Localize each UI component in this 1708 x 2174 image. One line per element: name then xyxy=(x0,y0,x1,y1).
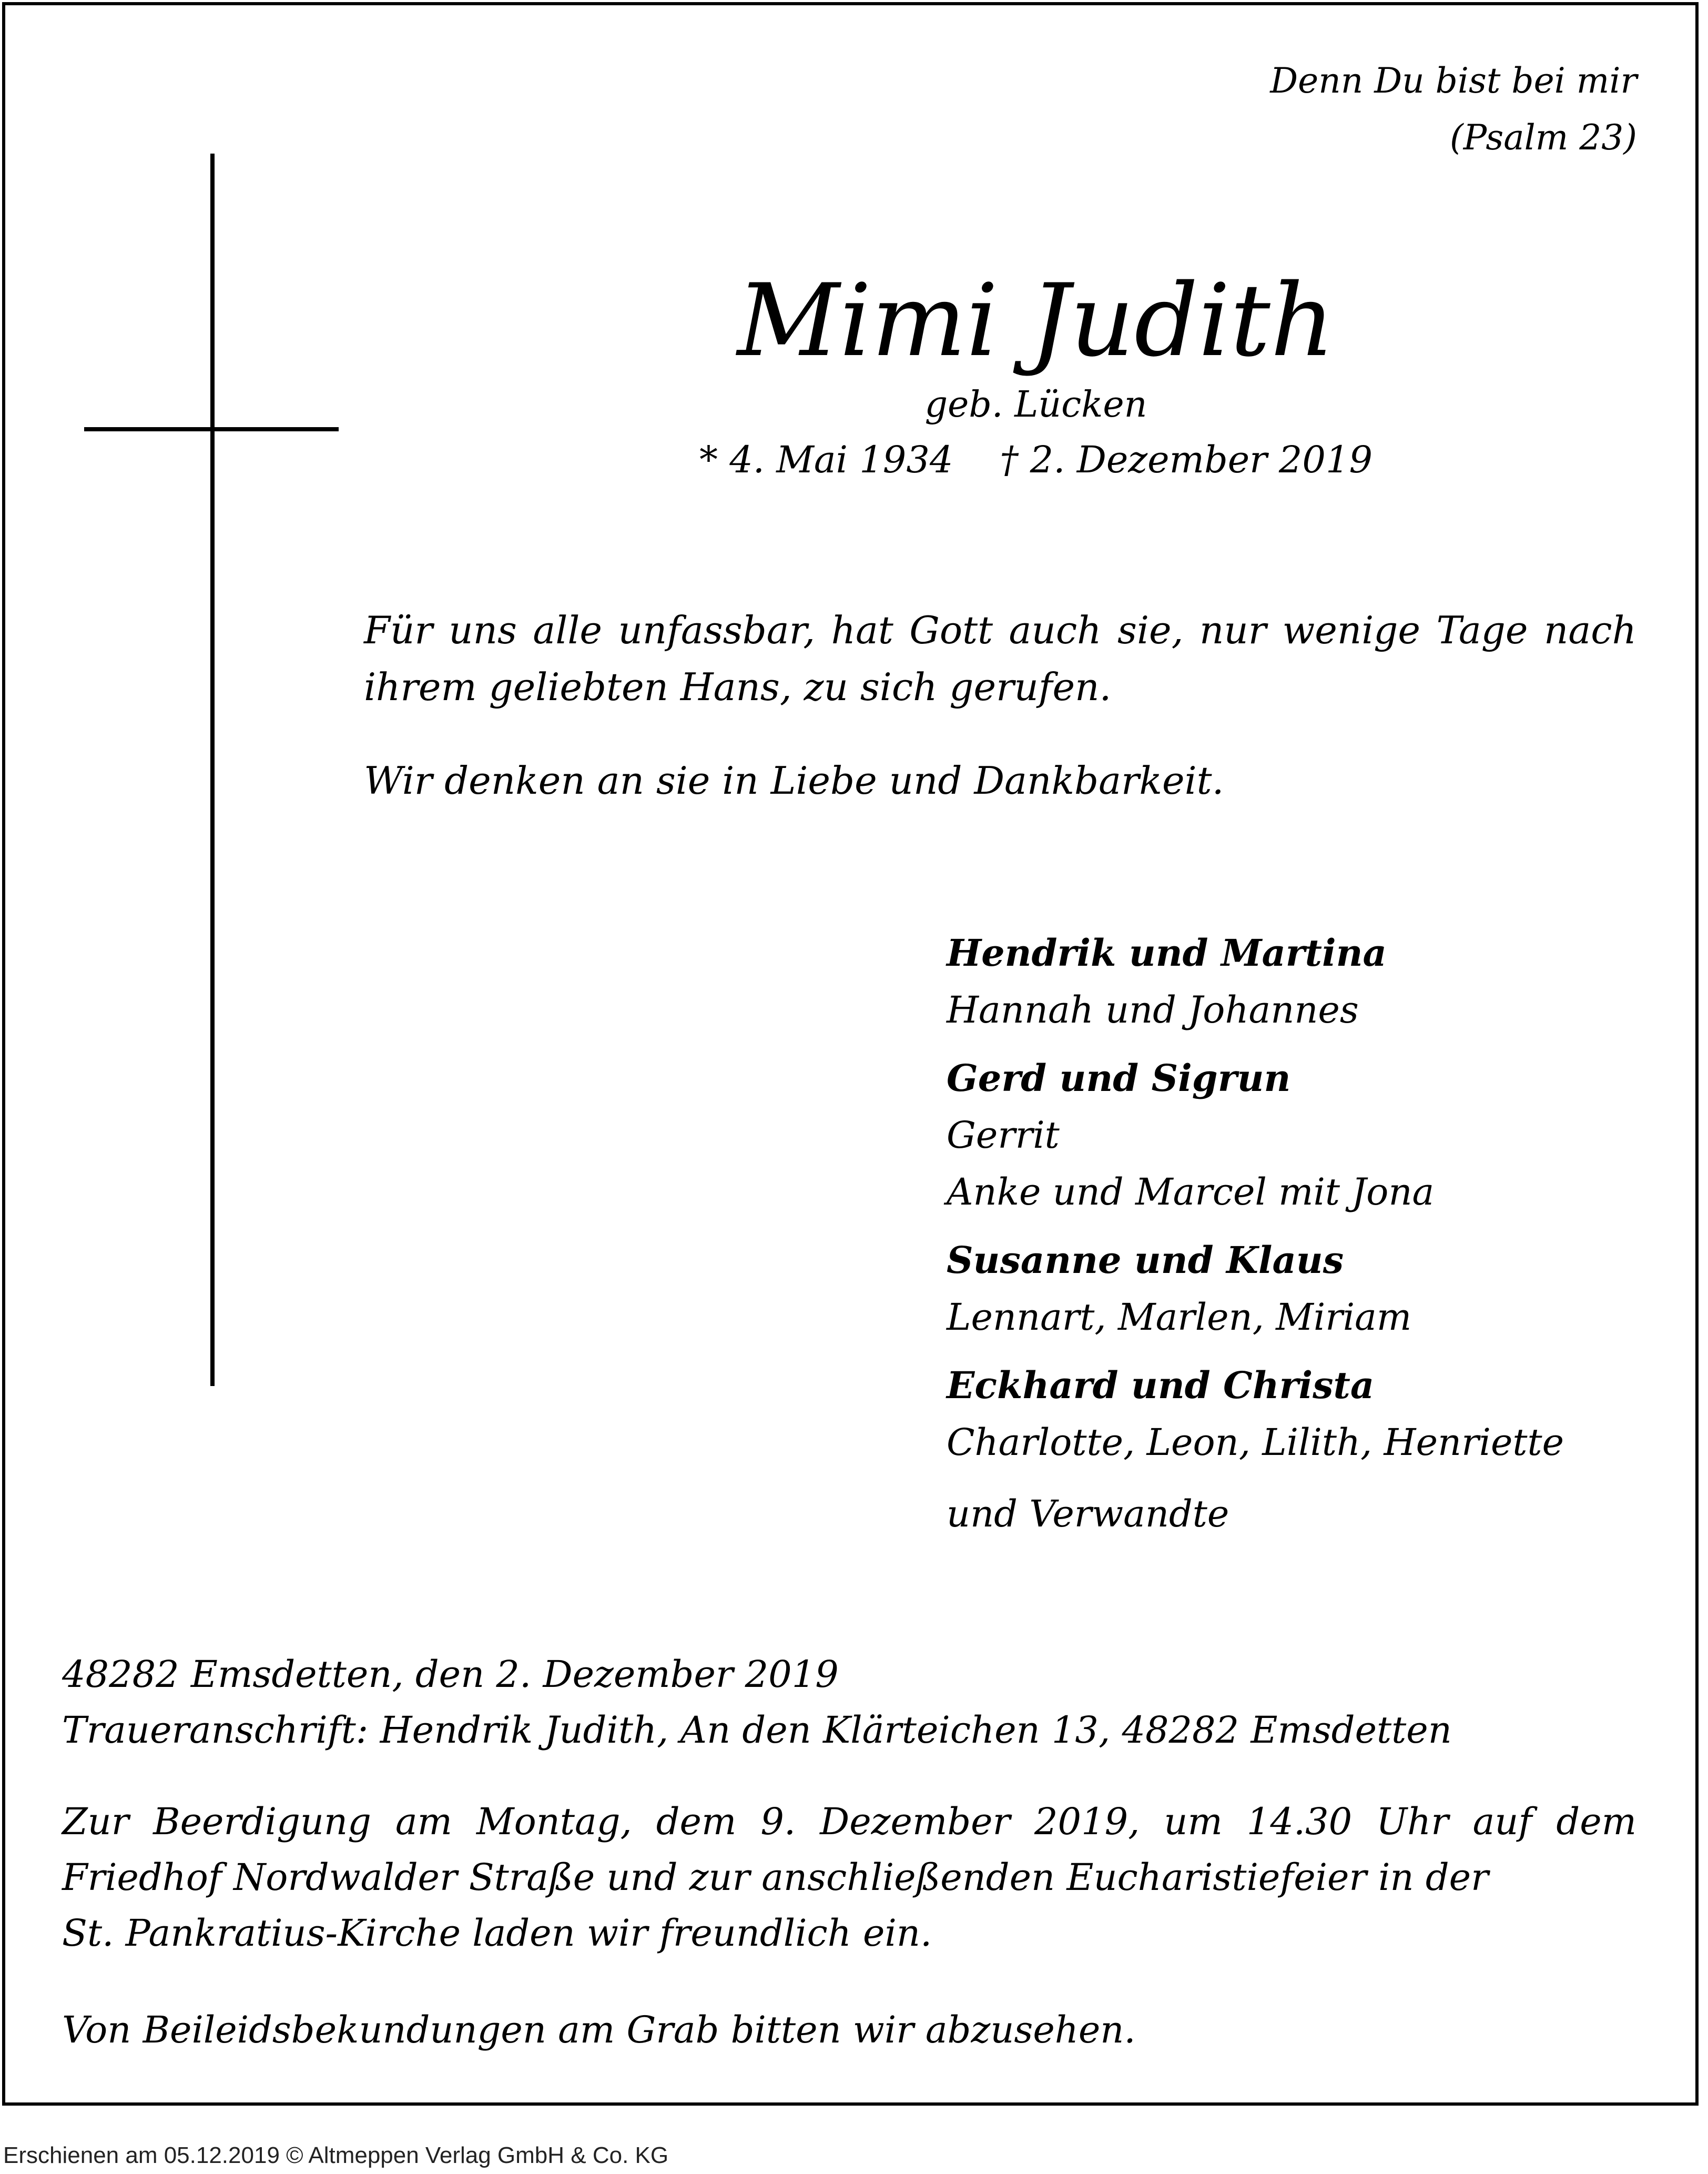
family-member: Gerrit xyxy=(947,1114,1060,1157)
main-text: Für uns alle unfassbar, hat Gott auch sie, nur wenige Tage nach ihrem geliebten Hans, zu sich gerufen. xyxy=(364,608,1636,709)
remembrance-text: Wir denken an sie in Liebe und Dankbarkeit. xyxy=(364,759,1224,803)
psalm-quote xyxy=(1270,53,1637,166)
funeral-line: Zur Beerdigung am Montag, dem 9. Dezember 2019, um 14.30 Uhr auf dem xyxy=(62,1800,1636,1843)
funeral-info xyxy=(62,1794,1636,1961)
family-closing: und Verwandte xyxy=(947,1492,1229,1535)
family-member: Lennart, Marlen, Miriam xyxy=(947,1296,1412,1339)
family-member: Hannah und Johannes xyxy=(947,988,1359,1032)
family-signatures xyxy=(947,925,1630,1542)
family-member: Charlotte, Leon, Lilith, Henriette xyxy=(947,1421,1564,1464)
family-head: Hendrik und Martina xyxy=(947,931,1387,975)
psalm-reference: (Psalm 23) xyxy=(1449,117,1637,158)
funeral-line: Friedhof Nordwalder Straße und zur anschließenden Eucharistiefeier in der xyxy=(62,1856,1489,1899)
publication-footer: Erschienen am 05.12.2019 © Altmeppen Verlag GmbH & Co. KG xyxy=(3,2142,669,2168)
cross-icon-horizontal-bar xyxy=(84,427,339,431)
family-head: Gerd und Sigrun xyxy=(947,1056,1291,1100)
cross-icon-vertical-bar xyxy=(210,154,215,1386)
mourning-address: Traueranschrift: Hendrik Judith, An den Klärteichen 13, 48282 Emsdetten xyxy=(62,1708,1452,1752)
family-head: Eckhard und Christa xyxy=(947,1363,1375,1407)
condolence-note: Von Beileidsbekundungen am Grab bitten wir abzusehen. xyxy=(62,2008,1136,2051)
place-date: 48282 Emsdetten, den 2. Dezember 2019 xyxy=(62,1653,839,1696)
psalm-line: Denn Du bist bei mir xyxy=(1270,60,1637,101)
funeral-line: St. Pankratius-Kirche laden wir freundlich ein. xyxy=(62,1912,932,1955)
life-dates: * 4. Mai 1934 † 2. Dezember 2019 xyxy=(699,438,1373,481)
family-head: Susanne und Klaus xyxy=(947,1238,1344,1282)
birth-name: geb. Lücken xyxy=(924,384,1147,426)
family-member: Anke und Marcel mit Jona xyxy=(947,1170,1435,1214)
deceased-name: Mimi Judith xyxy=(737,262,1335,379)
